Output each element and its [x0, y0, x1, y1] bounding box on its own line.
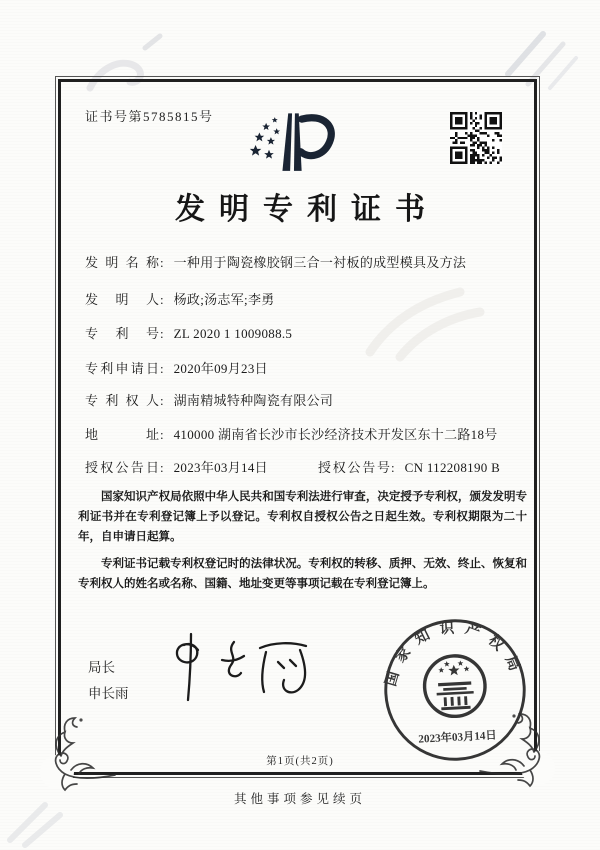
field-label: 授权公告日: [85, 460, 159, 475]
field-label: 发明名称: [85, 255, 159, 270]
field-label: 专利申请日: [85, 361, 159, 376]
field-label: 发明人: [85, 292, 159, 307]
logo-p-bowl: [301, 118, 332, 156]
certificate-number: 证书号第5785815号: [85, 109, 214, 124]
field-value: ZL 2020 1 1009088.5: [173, 326, 293, 341]
field-patent-number: 专利号: ZL 2020 1 1009088.5: [85, 323, 525, 342]
field-value: 410000 湖南省长沙市长沙经济技术开发区东十二路18号: [173, 427, 498, 442]
field-inventor: 发明人: 杨政;汤志军;李勇: [85, 289, 525, 308]
cnipa-logo-icon: [245, 110, 341, 180]
signature-autograph: [160, 628, 330, 708]
field-patentee: 专利权人: 湖南精城特种陶瓷有限公司: [85, 390, 525, 409]
field-label: 授权公告号: [318, 460, 390, 475]
svg-text:国家知识产权局: [378, 615, 527, 689]
seal-agency-text: 国家知识产权局: [383, 620, 526, 689]
field-invention-name: 发明名称: 一种用于陶瓷橡胶钢三合一衬板的成型模具及方法: [85, 252, 525, 271]
field-value: CN 112208190 B: [404, 460, 501, 475]
field-label: 专利号: [85, 326, 159, 341]
field-grant-number: 授权公告号: CN 112208190 B: [318, 457, 500, 476]
qr-code: [450, 112, 502, 164]
legal-text-block: [78, 487, 527, 601]
logo-obelisk-left: [282, 113, 292, 171]
field-label: 专利权人: [85, 393, 159, 408]
corner-flourish-right-icon: [478, 708, 558, 788]
field-value: 杨政;汤志军;李勇: [173, 292, 275, 307]
page-number: 第1页(共2页): [266, 756, 334, 767]
field-value: 2023年03月14日: [173, 460, 268, 475]
field-grant-row: 授权公告日: 2023年03月14日 授权公告号: CN 112208190 B: [85, 457, 525, 476]
legal-paragraph-1: 国家知识产权局依照中华人民共和国专利法进行审查，决定授予专利权，颁发发明专利证书并在专利登记簿上予以登记。专利权自授权公告之日起生效。专利权期限为二十年，自申请日起算。: [78, 491, 527, 543]
field-filing-date: 专利申请日: 2020年09月23日: [85, 358, 525, 377]
field-label: 地址: [85, 427, 159, 442]
field-value: 湖南精城特种陶瓷有限公司: [173, 393, 334, 408]
field-value: 2020年09月23日: [173, 361, 268, 376]
commissioner-name: 申长雨: [88, 686, 129, 701]
logo-stars: [250, 117, 280, 159]
corner-flourish-left-icon: [37, 712, 117, 792]
commissioner-title: 局长: [88, 660, 115, 675]
document-title: 发明专利证书: [175, 193, 439, 226]
continuation-note: 其他事项参见续页: [233, 792, 366, 806]
field-address: 地址: 410000 湖南省长沙市长沙经济技术开发区东十二路18号: [85, 424, 525, 443]
field-value: 一种用于陶瓷橡胶钢三合一衬板的成型模具及方法: [173, 255, 467, 270]
legal-paragraph-2: 专利证书记载专利权登记时的法律状况。专利权的转移、质押、无效、终止、恢复和专利权人的姓名或名称、国籍、地址变更等事项记载在专利登记簿上。: [78, 558, 527, 590]
seal-date: 2023年03月14日: [418, 729, 497, 746]
